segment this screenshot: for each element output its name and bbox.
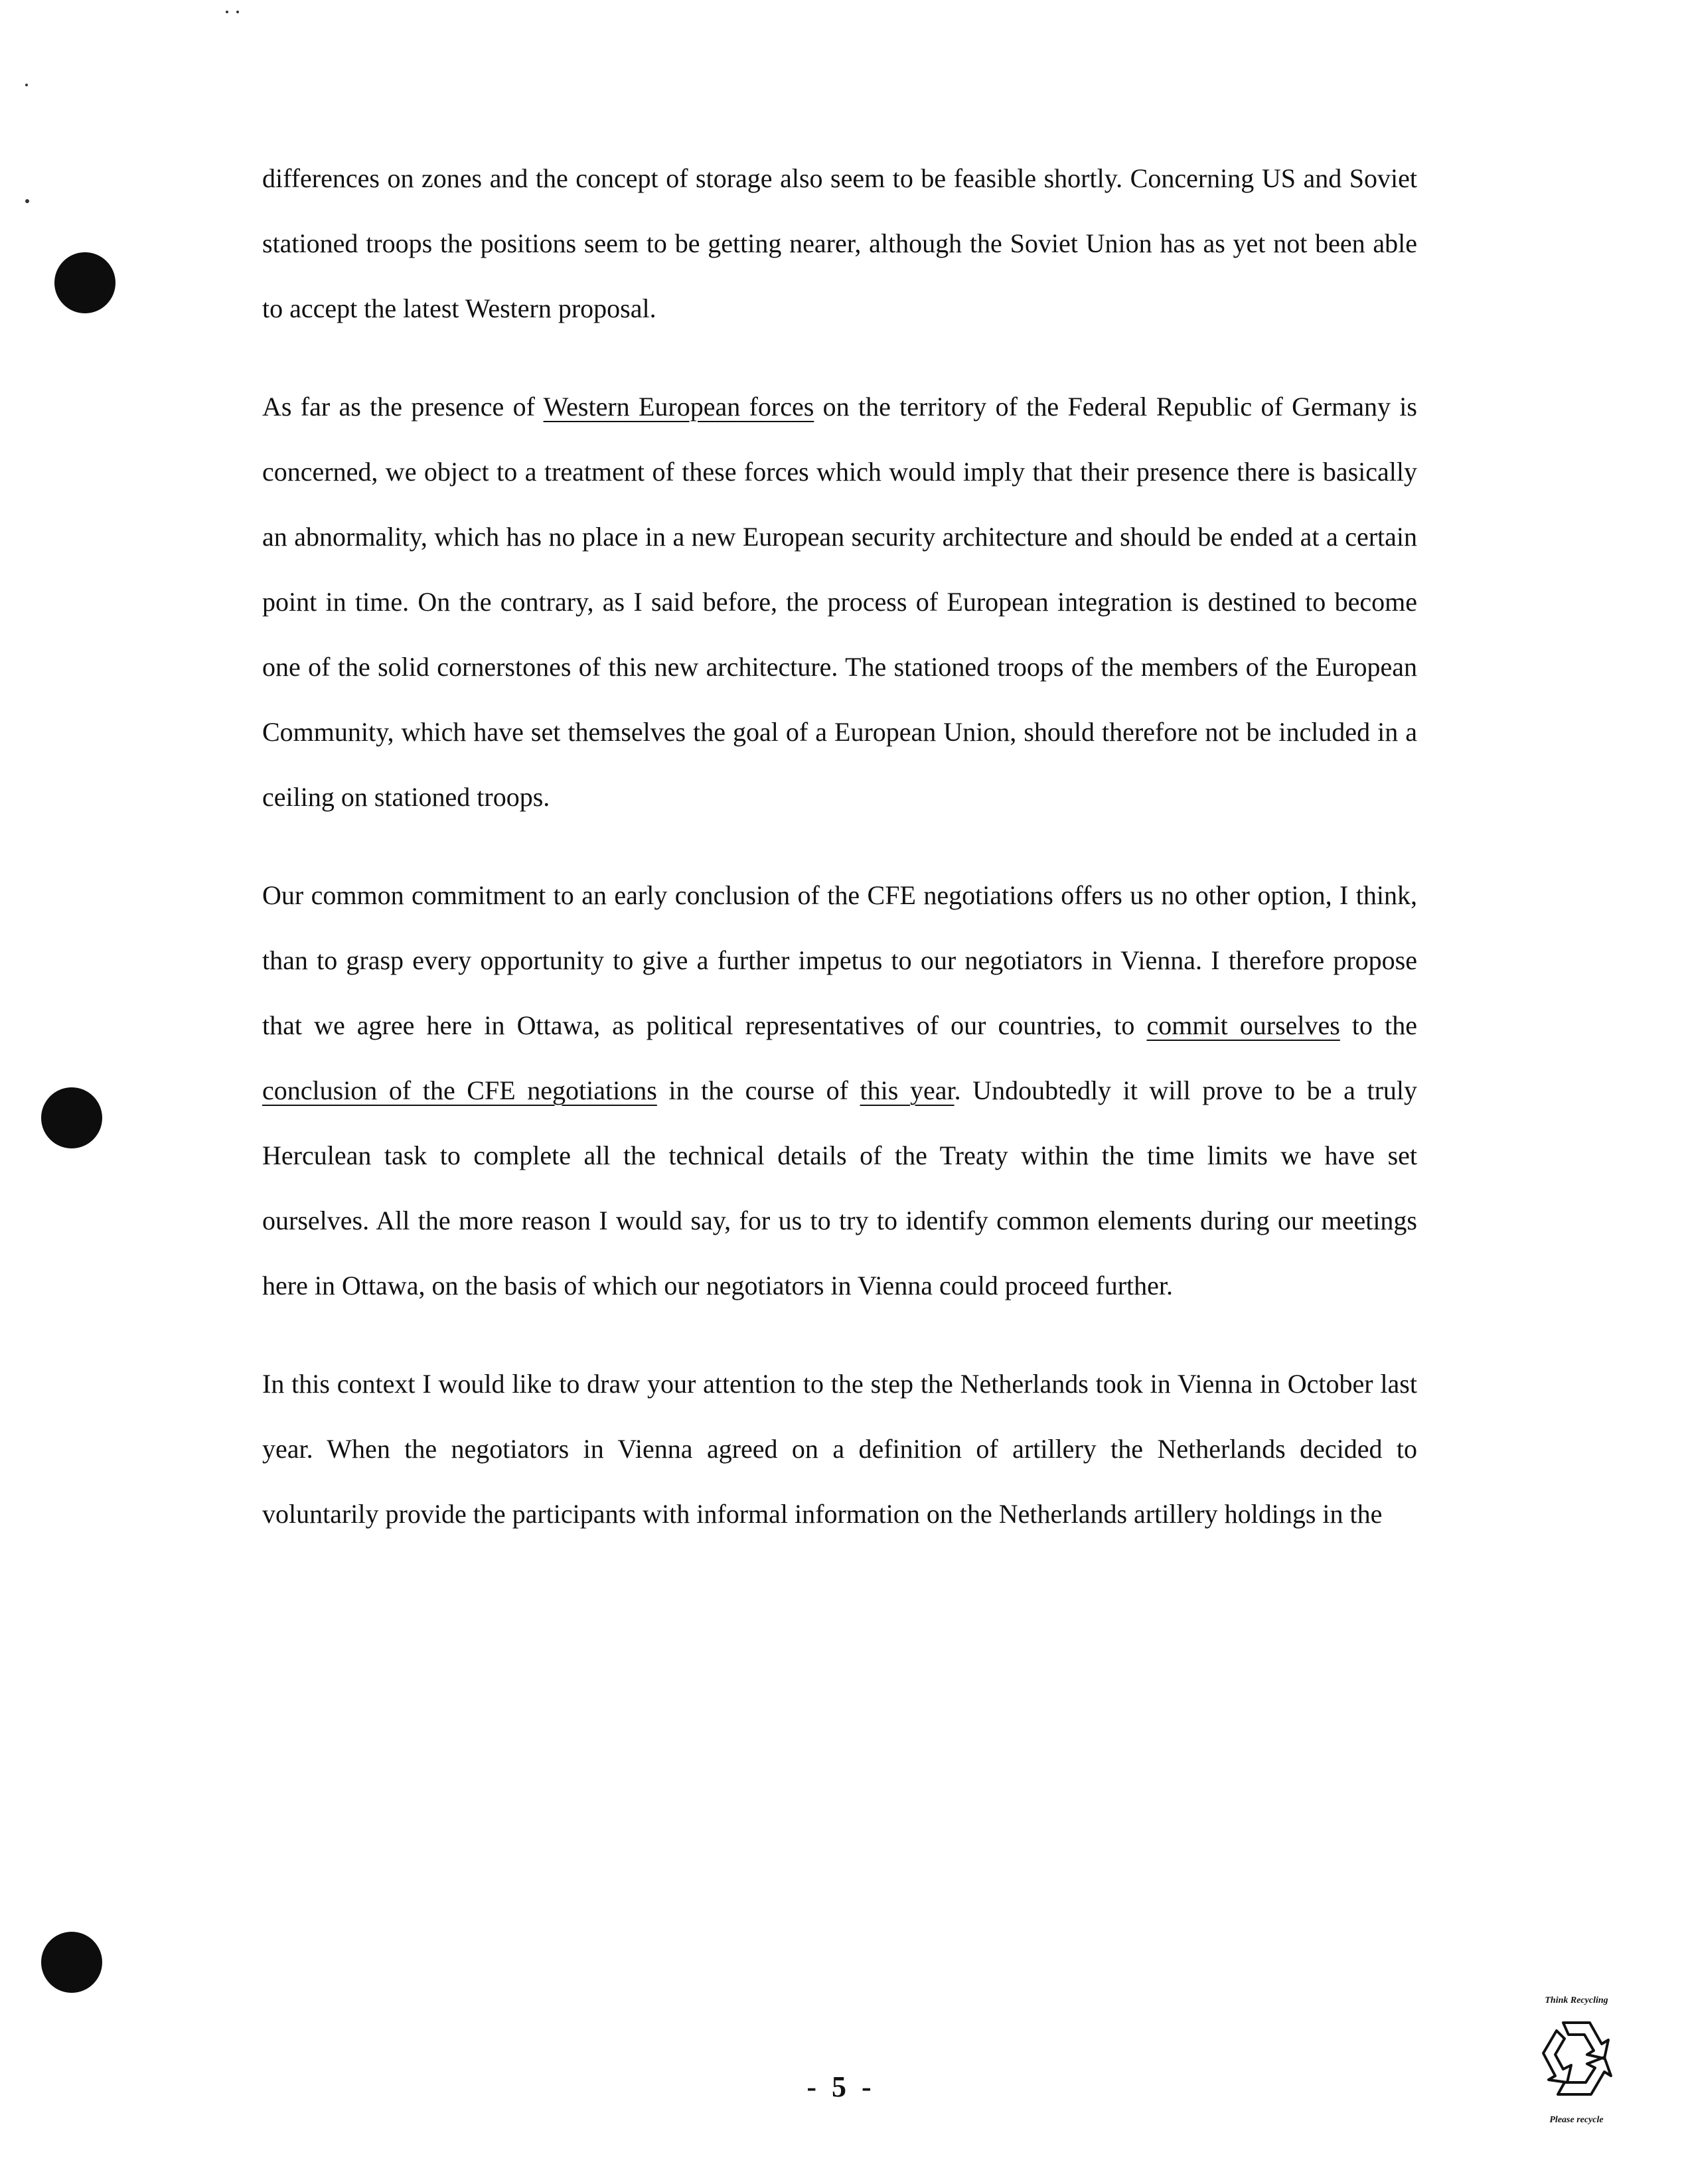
recycle-top-caption: Think Recycling	[1545, 1995, 1608, 2005]
underlined-phrase: commit ourselves	[1146, 1010, 1340, 1040]
scan-speck	[226, 11, 228, 13]
text-run: In this context I would like to draw your attention to the step the Netherlands took in Vienna in October last year. When the negotiators in Vienna agreed on a definition of artillery the Netherlands decided to voluntarily provide the participants with informal information on the Netherlands artillery holdings in the	[262, 1369, 1417, 1529]
punch-hole-middle	[41, 1087, 102, 1148]
text-run: As far as the presence of	[262, 392, 544, 422]
underlined-phrase: conclusion of the CFE negotiations	[262, 1075, 657, 1105]
underlined-phrase: Western European forces	[543, 392, 814, 422]
underlined-phrase: this year	[860, 1075, 955, 1105]
page-number: - 5 -	[806, 2070, 876, 2103]
text-run: differences on zones and the concept of storage also seem to be feasible shortly. Concerning US and Soviet stationed troops the positions seem to be getting nearer, although the Soviet Union has as yet not been able to accept the latest Western proposal.	[262, 163, 1417, 323]
recycle-logo	[1527, 1995, 1626, 2154]
scan-speck	[25, 84, 28, 86]
scan-speck	[25, 199, 29, 203]
punch-hole-top	[54, 252, 115, 313]
text-run: Our common commitment to an early conclusion of the CFE negotiations offers us no other option, I think, than to grasp every opportunity to give a further impetus to our negotiators in Vienna. I therefore propose that we agree here in Ottawa, as political representatives of our countries, to	[262, 880, 1417, 1040]
recycle-icon	[1530, 2011, 1623, 2110]
text-run: . Undoubtedly it will prove to be a truly Herculean task to complete all the technical details of the Treaty within the time limits we have set ourselves. All the more reason I would say, for us to try to identify common elements during our meetings here in Ottawa, on the basis of which our negotiators in Vienna could proceed further.	[262, 1075, 1418, 1300]
text-run: to the	[1339, 1010, 1418, 1040]
text-run: in the course of	[656, 1075, 860, 1105]
paragraph	[262, 374, 1417, 830]
text-run: on the territory of the Federal Republic of Germany is concerned, we object to a treatment of these forces which would imply that their presence there is basically an abnormality, which has no place in a new European security architecture and should be ended at a certain point in time. On the contrary, as I said before, the process of European integration is destined to become one of the solid cornerstones of this new architecture. The stationed troops of the members of the European Community, which have set themselves the goal of a European Union, should therefore not be included in a ceiling on stationed troops.	[262, 392, 1417, 812]
punch-hole-bottom	[41, 1932, 102, 1993]
paragraph	[262, 863, 1417, 1318]
paragraph	[262, 1352, 1417, 1547]
recycle-bottom-caption: Please recycle	[1549, 2115, 1604, 2125]
body-text	[262, 146, 1417, 1580]
scan-speck	[236, 11, 239, 13]
paragraph	[262, 146, 1417, 341]
